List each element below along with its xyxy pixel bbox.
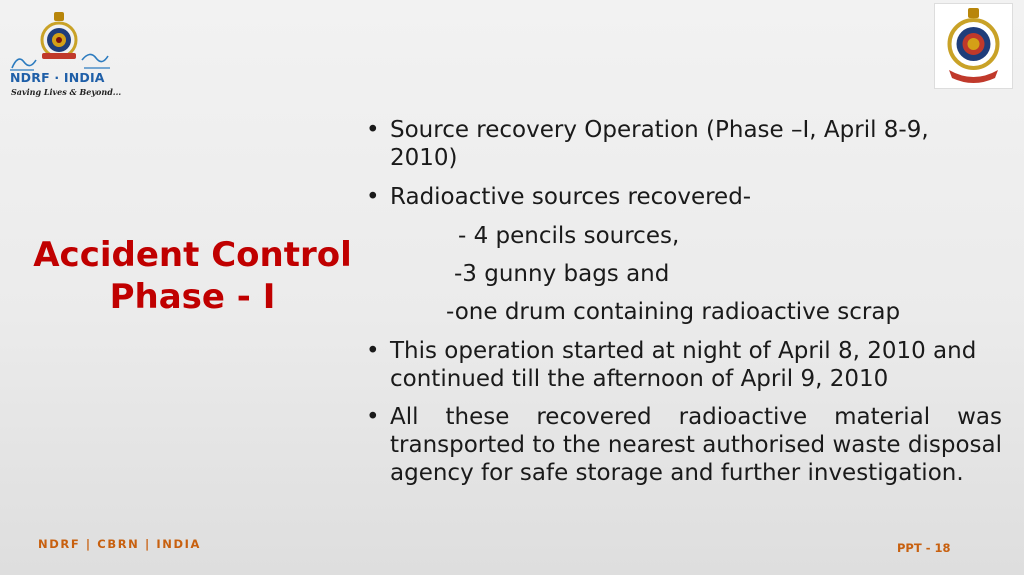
ndrf-crest-icon [935,4,1012,88]
bullet-text: Radioactive sources recovered- [390,184,752,210]
sub-item: -one drum containing radioactive scrap [446,299,901,325]
bullet-icon: • [366,117,380,143]
bullet-icon: • [366,184,380,210]
bullet-item [366,337,1002,393]
slide-title [20,234,365,318]
sub-item: - 4 pencils sources, [458,223,680,249]
ndrf-emblem-icon [8,10,112,72]
ndrf-tagline: Saving Lives & Beyond... [11,87,122,97]
bullet-item [366,183,1002,211]
bullet-icon: • [366,404,380,430]
ppt-label: PPT - [897,541,935,555]
footer-page-number [897,541,951,555]
bullet-item [366,403,1002,487]
sub-item: -3 gunny bags and [454,261,670,287]
bullet-item [366,116,1002,172]
ndrf-logo [8,10,122,100]
ndrf-brand-text: NDRF · INDIA [10,70,105,85]
footer-org-text: NDRF | CBRN | INDIA [38,537,202,551]
bullet-icon: • [366,338,380,364]
bullet-text: Source recovery Operation (Phase –I, April 8-9, 2010) [390,117,929,171]
slide-title-line-2: Phase - I [109,277,276,317]
page-number: 18 [934,541,951,555]
bullet-text: All these recovered radioactive material was transported to the nearest authorised waste disposal agency for safe storage and further investigation. [390,404,1002,486]
bullet-text: This operation started at night of April 8, 2010 and continued till the afternoon of April 9, 2010 [390,338,977,392]
ndrf-crest-logo [934,3,1013,89]
slide-title-line-1: Accident Control [33,235,352,275]
